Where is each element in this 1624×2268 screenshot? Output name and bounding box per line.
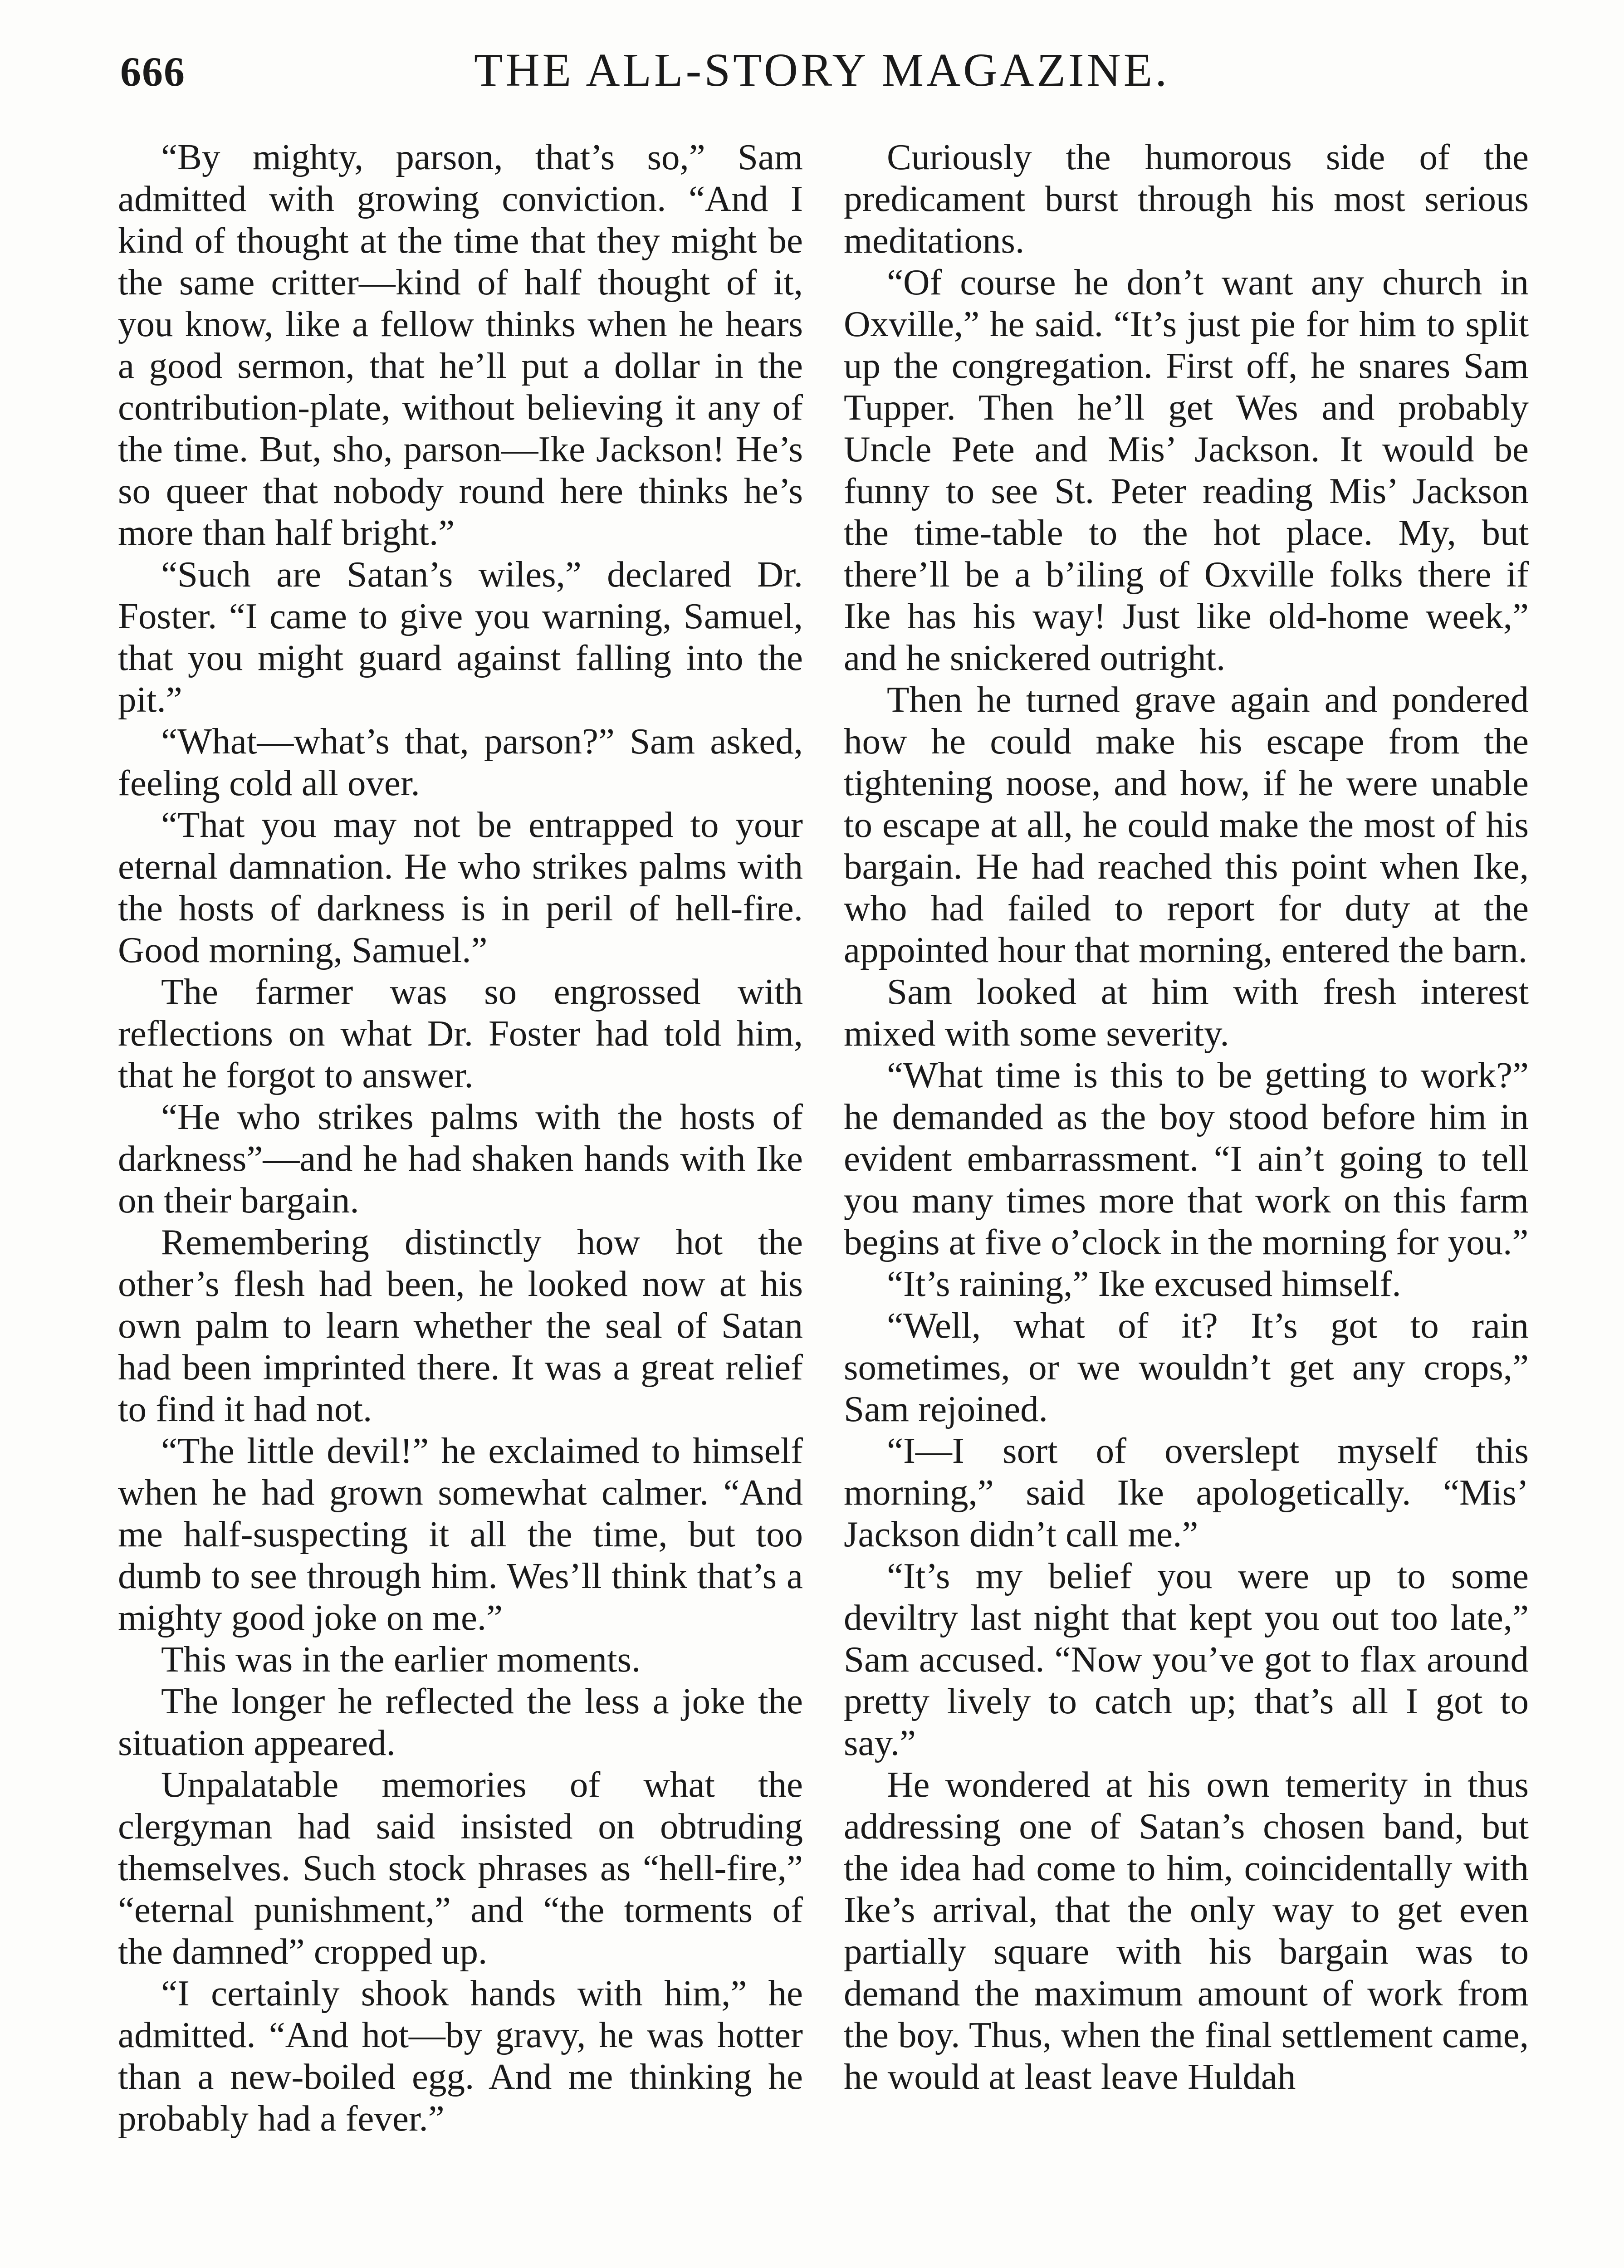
paragraph: The farmer was so engrossed with reflections on what Dr. Foster had told him, that he forgot to answer.: [118, 971, 803, 1095]
paragraph: “What—what’s that, parson?” Sam asked, feeling cold all over.: [118, 721, 803, 803]
paragraph: “By mighty, parson, that’s so,” Sam admitted with growing conviction. “And I kind of thought at the time that they might be the same critter—kind of half thought of it, you know, like a fellow thinks when he hears a good sermon, that he’ll put a dollar in the contribution-plate, without believing it any of the time. But, sho, parson—Ike Jackson! He’s so queer that nobody round here thinks he’s more than half bright.”: [118, 137, 803, 553]
paragraph: Sam looked at him with fresh interest mixed with some severity.: [844, 971, 1529, 1054]
paragraph: “I certainly shook hands with him,” he admitted. “And hot—by gravy, he was hotter than a new-boiled egg. And me thinking he probably had a fever.”: [118, 1973, 803, 2139]
paragraph: Remembering distinctly how hot the other’s flesh had been, he looked now at his own palm to learn whether the seal of Satan had been imprinted there. It was a great relief to find it had not.: [118, 1222, 803, 1429]
paragraph: Then he turned grave again and pondered how he could make his escape from the tightening noose, and how, if he were unable to escape at all, he could make the most of his bargain. He had reached this point when Ike, who had failed to report for duty at the appointed hour that morning, entered the barn.: [844, 679, 1529, 970]
paragraph: “The little devil!” he exclaimed to himself when he had grown somewhat calmer. “And me half-suspecting it all the time, but too dumb to see through him. Wes’ll think that’s a mighty good joke on me.”: [118, 1430, 803, 1638]
page-number: 666: [120, 49, 186, 95]
page-header: [120, 43, 1526, 107]
paragraph: “It’s my belief you were up to some deviltry last night that kept you out too late,” Sam accused. “Now you’ve got to flax around pretty lively to catch up; that’s all I got to say.”: [844, 1555, 1529, 1763]
left-column: [118, 136, 803, 2268]
paragraph: Unpalatable memories of what the clergyman had said insisted on obtruding themselves. Such stock phrases as “hell-fire,” “eternal punishment,” and “the torments of the damned” cropped up.: [118, 1764, 803, 1972]
paragraph: “Well, what of it? It’s got to rain sometimes, or we wouldn’t get any crops,” Sam rejoined.: [844, 1305, 1529, 1429]
paragraph: “He who strikes palms with the hosts of darkness”—and he had shaken hands with Ike on their bargain.: [118, 1096, 803, 1221]
right-column: [844, 136, 1529, 2268]
paragraph: He wondered at his own temerity in thus addressing one of Satan’s chosen band, but the idea had come to him, coincidentally with Ike’s arrival, that the only way to get even partially square with his bargain was to demand the maximum amount of work from the boy. Thus, when the final settlement came, he would at least leave Huldah: [844, 1764, 1529, 2097]
running-title: THE ALL-STORY MAGAZINE.: [474, 44, 1170, 96]
paragraph: “Such are Satan’s wiles,” declared Dr. Foster. “I came to give you warning, Samuel, that you might guard against falling into the pit.”: [118, 554, 803, 720]
paragraph: “I—I sort of overslept myself this morning,” said Ike apologetically. “Mis’ Jackson didn’t call me.”: [844, 1430, 1529, 1554]
paragraph: “That you may not be entrapped to your eternal damnation. He who strikes palms with the hosts of darkness is in peril of hell-fire. Good morning, Samuel.”: [118, 804, 803, 970]
paragraph: “Of course he don’t want any church in Oxville,” he said. “It’s just pie for him to split up the congregation. First off, he snares Sam Tupper. Then he’ll get Wes and probably Uncle Pete and Mis’ Jackson. It would be funny to see St. Peter reading Mis’ Jackson the time-table to the hot place. My, but there’ll be a b’iling of Oxville folks there if Ike has his way! Just like old-home week,” and he snickered outright.: [844, 262, 1529, 678]
paragraph: The longer he reflected the less a joke the situation appeared.: [118, 1681, 803, 1763]
paragraph: Curiously the humorous side of the predicament burst through his most serious meditations.: [844, 137, 1529, 261]
paragraph: This was in the earlier moments.: [161, 1639, 641, 1680]
paragraph: “What time is this to be getting to work?” he demanded as the boy stood before him in evident embarrassment. “I ain’t going to tell you many times more that work on this farm begins at five o’clock in the morning for you.”: [844, 1055, 1529, 1262]
paragraph: “It’s raining,” Ike excused himself.: [887, 1263, 1401, 1304]
